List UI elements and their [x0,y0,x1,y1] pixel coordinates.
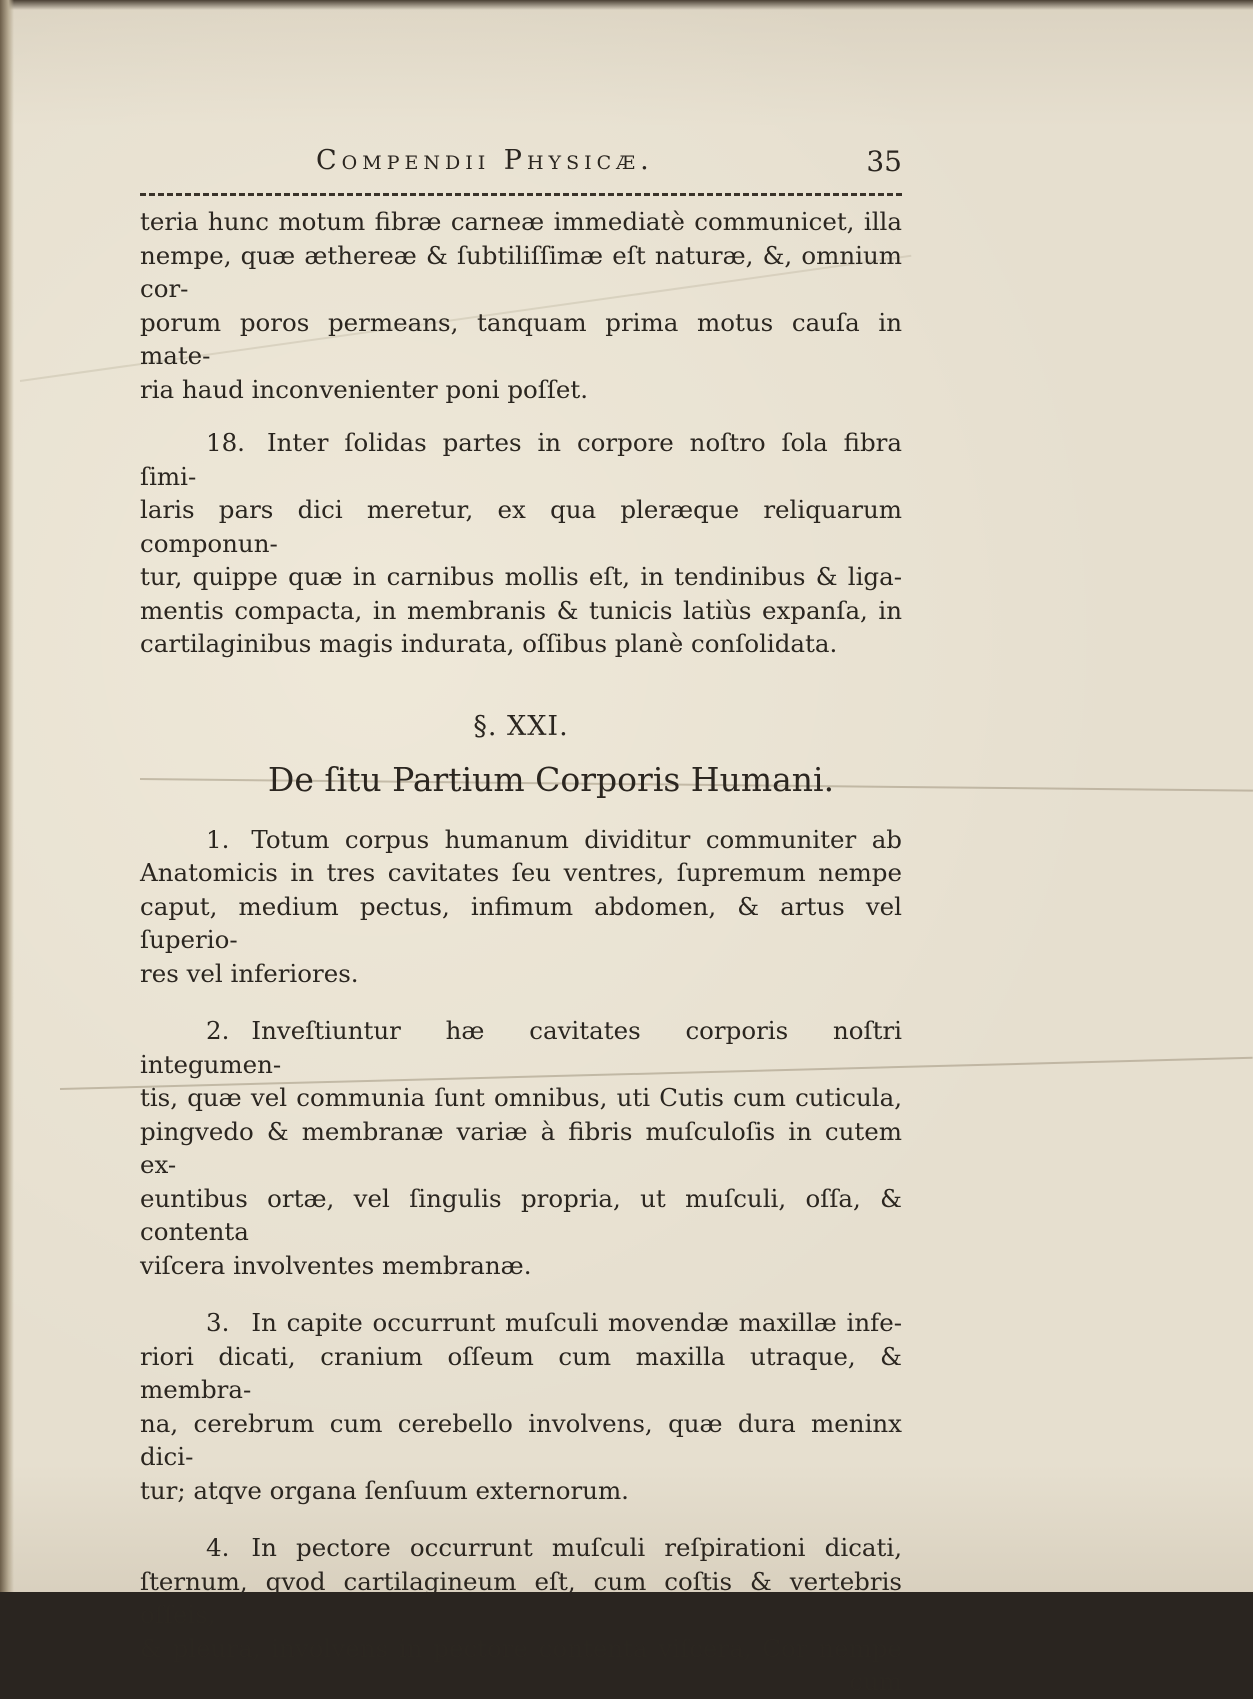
spacer [140,799,902,823]
item-number: 2. [206,1016,230,1045]
catchword: cum [849,1667,902,1696]
text-line-content: In pectore occurrunt muſculi reſpirationi dicati, [251,1533,902,1562]
text-line-content: Inter ſolidas partes in corpore noſtro ſola fibra ſimi- [140,428,902,491]
text-line: nempe, quæ æthereæ & ſubtiliſſimæ eſt naturæ, &, omnium cor- [140,240,902,303]
item-4 [140,1531,902,1665]
text-line: na, cerebrum cum cerebello involvens, quæ dura meninx dici- [140,1408,902,1471]
page-number: 35 [866,145,902,178]
text-line: tis, quæ vel communia ſunt omnibus, uti Cutis cum cuticula, [140,1083,902,1112]
text-line [140,823,902,857]
text-line: mentis compacta, in membranis & tunicis latiùs expanſa, in [140,595,902,625]
spacer [140,1507,902,1531]
text-line [140,1531,902,1565]
text-line: cartilaginibus magis indurata, oſſibus planè conſolidata. [140,629,838,658]
spacer [140,990,902,1014]
text-line [140,1014,902,1081]
section-mark: §. XXI. [473,710,569,742]
text-block [140,135,902,1699]
section-heading: De ſitu Partium Corporis Humani. [267,759,835,799]
head-rule [140,193,902,196]
text-line: tur; atqve organa ſenſuum externorum. [140,1475,629,1505]
text-line-content: Totum corpus humanum dividitur communiter ab [251,824,902,854]
spacer [140,1282,902,1306]
text-line: caput, medium pectus, infimum abdomen, & artus vel ſuperio- [140,891,902,954]
text-line: porum poros permeans, tanquam prima motus cauſa in mate- [140,307,902,370]
item-1 [140,823,902,991]
text-line: Anatomicis in tres cavitates ſeu ventres, ſupremum nempe [140,858,902,887]
text-line [140,426,902,493]
text-line [140,1306,902,1340]
text-line: ſternum, qvod cartilagineum eſt, cum coſtis & vertebris oſſeis, [140,1566,902,1629]
text-line: viſcera involventes membranæ. [140,1250,532,1280]
text-line: laris pars dici meretur, ex qua pleræque reliquarum componun- [140,495,902,558]
continuation-paragraph [140,205,902,406]
text-line-content: In capite occurrunt muſculi movendæ maxillæ infe- [251,1308,902,1337]
paragraph-18 [140,426,902,661]
text-line: tur, quippe quæ in carnibus mollis eſt, in tendinibus & liga- [140,562,902,591]
text-line: ria haud inconvenienter poni poſſet. [140,374,589,404]
page-left-edge [0,0,14,1592]
running-title: Compendii Physicæ. [316,145,654,176]
item-2 [140,1014,902,1282]
item-number: 4. [206,1533,230,1562]
text-line: pingvedo & membranæ variæ à fibris muſculoſis in cutem ex- [140,1116,902,1179]
text-line: euntibus ortæ, vel ſingulis propria, ut muſculi, oſſa, & contenta [140,1183,902,1246]
item-number: 3. [206,1308,230,1337]
item-3 [140,1306,902,1507]
running-head [140,135,902,195]
page-top-shadow [0,0,1253,10]
text-line: & pleura, involvens in pectore contenta viſcera, Cor nempe [140,1633,902,1663]
text-line: riori dicati, cranium oſſeum cum maxilla utraque, & membra- [140,1341,902,1404]
item-number: 1. [206,824,230,854]
text-line: res vel inferiores. [140,958,359,988]
text-line: teria hunc motum fibræ carneæ immediatè communicet, illa [140,207,902,236]
paragraph-number: 18. [206,428,245,457]
text-line-content: Inveſtiuntur hæ cavitates corporis noſtri integumen- [140,1016,902,1079]
